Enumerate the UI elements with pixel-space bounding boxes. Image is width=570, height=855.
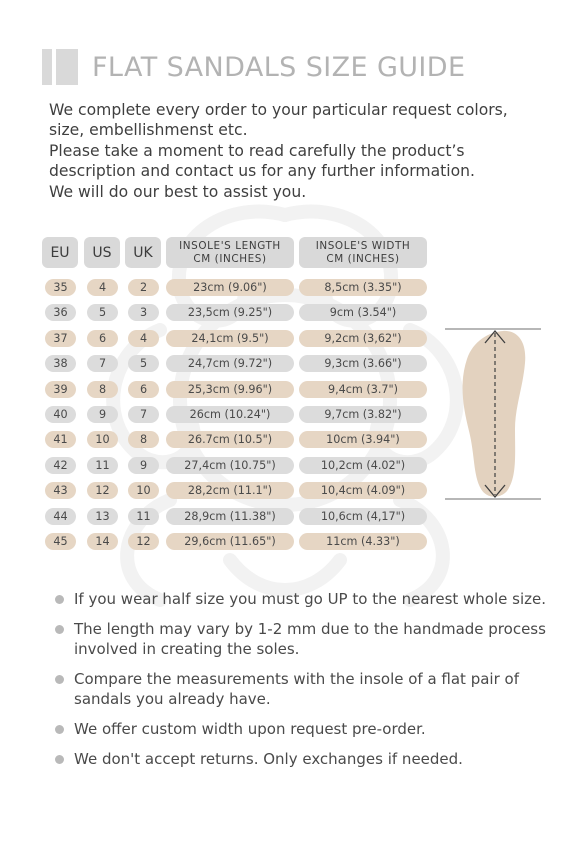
note-text: If you wear half size you must go UP to the nearest whole size. — [74, 590, 547, 608]
intro-line: We complete every order to your particular request colors, — [49, 101, 508, 119]
table-cell-us: 7 — [87, 355, 118, 372]
table-cell-us: 14 — [87, 533, 118, 550]
table-cell-us: 6 — [87, 330, 118, 347]
table-cell-length: 28,2cm (11.1") — [166, 482, 294, 499]
table-cell-uk: 9 — [128, 457, 159, 474]
table-cell-uk: 3 — [128, 304, 159, 321]
header-insole-width — [299, 237, 427, 268]
table-cell-uk: 12 — [128, 533, 159, 550]
table-cell-width: 11cm (4.33") — [299, 533, 427, 550]
table-cell-eu: 45 — [45, 533, 76, 550]
bullet-dot-icon — [55, 755, 64, 764]
table-cell-width: 10,4cm (4.09") — [299, 482, 427, 499]
table-cell-eu: 39 — [45, 381, 76, 398]
page-title: FLAT SANDALS SIZE GUIDE — [92, 51, 466, 83]
header-uk: UK — [125, 237, 161, 268]
intro-line: size, embellishmenst etc. — [49, 121, 248, 140]
table-cell-us: 4 — [87, 279, 118, 296]
table-cell-us: 12 — [87, 482, 118, 499]
note-text: We offer custom width upon request pre-order. — [74, 720, 426, 738]
bullet-dot-icon — [55, 725, 64, 734]
table-cell-width: 9,2cm (3,62") — [299, 330, 427, 347]
bullet-dot-icon — [55, 595, 64, 604]
table-cell-eu: 43 — [45, 482, 76, 499]
header-insole-length — [166, 237, 294, 268]
table-cell-uk: 4 — [128, 330, 159, 347]
intro-line: description and contact us for any further information. — [49, 162, 475, 181]
table-cell-width: 8,5cm (3.35") — [299, 279, 427, 296]
note-item — [55, 669, 555, 709]
table-cell-length: 27,4cm (10.75") — [166, 457, 294, 474]
title-decor-bar — [56, 49, 78, 85]
table-cell-width: 10cm (3.94") — [299, 431, 427, 448]
table-cell-length: 25,3cm (9.96") — [166, 381, 294, 398]
header-insole-length-title: INSOLE'S LENGTH — [179, 239, 281, 252]
header-insole-width-title: INSOLE'S WIDTH — [315, 239, 411, 252]
table-cell-length: 23,5cm (9.25") — [166, 304, 294, 321]
intro-line: Please take a moment to read carefully the product’s — [49, 141, 465, 160]
table-cell-width: 9,7cm (3.82") — [299, 406, 427, 423]
table-cell-us: 13 — [87, 508, 118, 525]
header-insole-width-unit: CM (INCHES) — [326, 252, 400, 265]
insole-outline-icon — [445, 327, 545, 502]
table-cell-eu: 41 — [45, 431, 76, 448]
note-text: We don't accept returns. Only exchanges if needed. — [74, 750, 463, 768]
header-insole-length-unit: CM (INCHES) — [193, 252, 267, 265]
table-cell-us: 9 — [87, 406, 118, 423]
table-cell-uk: 7 — [128, 406, 159, 423]
table-cell-eu: 37 — [45, 330, 76, 347]
bullet-dot-icon — [55, 625, 64, 634]
table-cell-length: 26cm (10.24") — [166, 406, 294, 423]
note-item — [55, 619, 555, 659]
table-cell-eu: 36 — [45, 304, 76, 321]
table-cell-uk: 5 — [128, 355, 159, 372]
table-cell-uk: 2 — [128, 279, 159, 296]
table-cell-eu: 35 — [45, 279, 76, 296]
table-cell-us: 5 — [87, 304, 118, 321]
title-decor-bar — [42, 49, 52, 85]
note-text: The length may vary by 1-2 mm due to the handmade process — [74, 620, 546, 638]
notes-list — [55, 589, 555, 779]
note-text: sandals you already have. — [74, 690, 271, 708]
table-cell-uk: 11 — [128, 508, 159, 525]
table-cell-length: 23cm (9.06") — [166, 279, 294, 296]
table-cell-width: 10,6cm (4,17") — [299, 508, 427, 525]
header-us: US — [84, 237, 120, 268]
table-cell-length: 26.7cm (10.5") — [166, 431, 294, 448]
table-cell-eu: 40 — [45, 406, 76, 423]
title-block — [42, 48, 465, 86]
note-text: involved in creating the soles. — [74, 640, 300, 658]
table-cell-width: 9cm (3.54") — [299, 304, 427, 321]
table-cell-eu: 44 — [45, 508, 76, 525]
note-item — [55, 749, 555, 769]
header-eu: EU — [42, 237, 78, 268]
table-cell-us: 11 — [87, 457, 118, 474]
table-cell-eu: 42 — [45, 457, 76, 474]
table-cell-width: 10,2cm (4.02") — [299, 457, 427, 474]
table-cell-width: 9,3cm (3.66") — [299, 355, 427, 372]
intro-line: We will do our best to assist you. — [49, 182, 307, 201]
bullet-dot-icon — [55, 675, 64, 684]
table-cell-width: 9,4cm (3.7") — [299, 381, 427, 398]
table-cell-length: 28,9cm (11.38") — [166, 508, 294, 525]
note-text: Compare the measurements with the insole of a flat pair of — [74, 670, 519, 688]
table-cell-us: 8 — [87, 381, 118, 398]
table-cell-length: 29,6cm (11.65") — [166, 533, 294, 550]
intro-text — [49, 100, 549, 202]
table-cell-length: 24,1cm (9.5") — [166, 330, 294, 347]
table-cell-length: 24,7cm (9.72") — [166, 355, 294, 372]
table-cell-uk: 8 — [128, 431, 159, 448]
table-cell-eu: 38 — [45, 355, 76, 372]
table-cell-uk: 6 — [128, 381, 159, 398]
note-item — [55, 719, 555, 739]
table-cell-uk: 10 — [128, 482, 159, 499]
note-item — [55, 589, 555, 609]
table-cell-us: 10 — [87, 431, 118, 448]
